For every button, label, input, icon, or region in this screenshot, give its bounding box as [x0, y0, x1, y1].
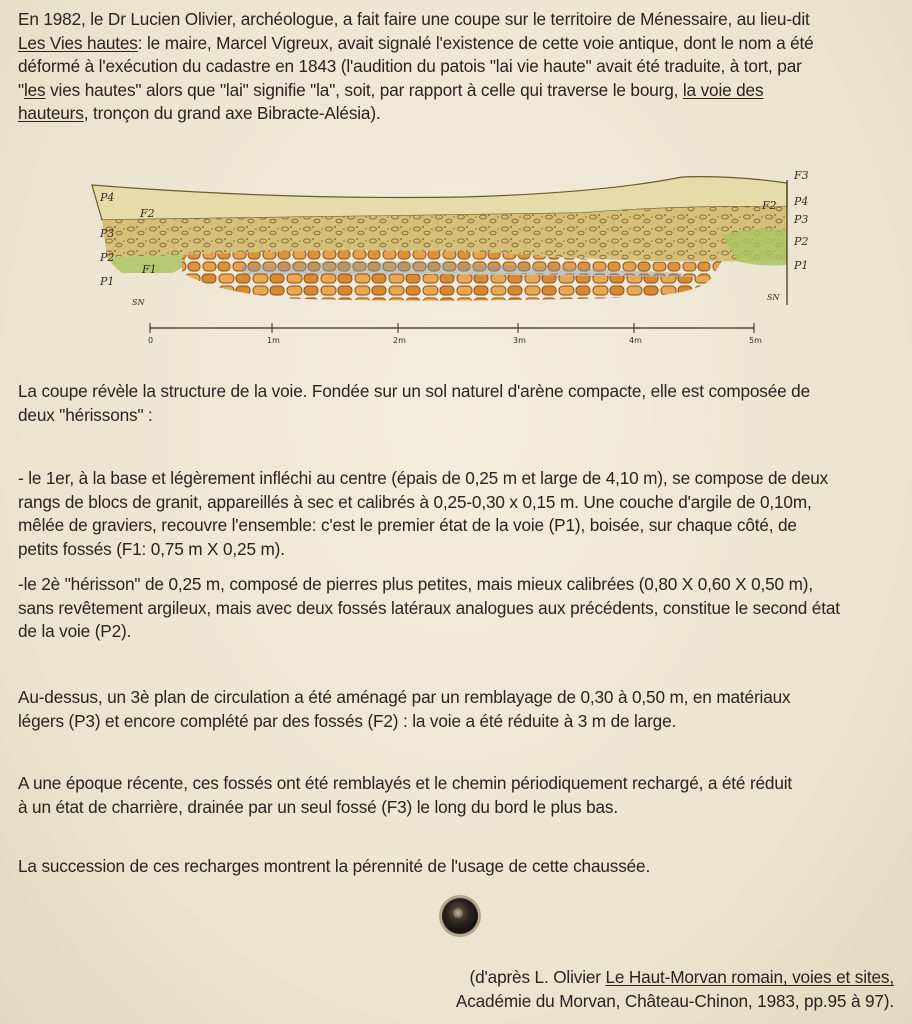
herisson1-line: rangs de blocs de granit, appareillés à sec et calibrés à 0,25-0,30 x 0,15 m. Une couche d'argile de 0,10m, [18, 491, 812, 512]
coupe-line: deux "hérissons" : [18, 404, 153, 425]
herisson2-line: sans revêtement argileux, mais avec deux fossés latéraux analogues aux précédents, constitue le second état [18, 597, 840, 618]
label-sn-right: SN [767, 293, 780, 302]
herisson-p1 [182, 273, 712, 301]
mounting-screw [442, 898, 478, 934]
herisson2-line: de la voie (P2). [18, 621, 132, 642]
les-word: les [23, 79, 46, 100]
label-p1-right: P1 [794, 259, 809, 272]
scale-label-4m: 4m [629, 336, 642, 345]
hauteurs-word: hauteurs [18, 103, 84, 124]
intro-line [18, 32, 896, 56]
label-p2-left: P2 [100, 251, 115, 264]
scale-label-2m: 2m [393, 336, 406, 345]
succession-paragraph [18, 855, 896, 879]
intro-line: déformé à l'exécution du cadastre en 1843 (l'audition du patois "lai vie haute" avait été traduite, à tort, par [18, 56, 802, 77]
intro-line-rest: vies hautes" alors que "lai" signifie "la", soit, par rapport à celle qui traverse le bourg, [45, 79, 683, 100]
citation-line: Académie du Morvan, Château-Chinon, 1983, pp.95 à 97). [455, 991, 894, 1011]
citation [456, 965, 894, 1013]
intro-line-rest: : le maire, Marcel Vigreux, avait signalé l'existence de cette voie antique, dont le nom a été [137, 32, 814, 53]
intro-paragraph [18, 8, 896, 126]
scale-label-3m: 3m [513, 336, 526, 345]
recent-line: à un état de charrière, drainée par un seul fossé (F3) le long du bord le plus bas. [18, 796, 618, 817]
herisson2-paragraph [18, 573, 896, 644]
dessus-line: Au-dessus, un 3è plan de circulation a été aménagé par un remblayage de 0,30 à 0,50 m, en matériaux [18, 687, 791, 707]
label-sn-left: SN [132, 298, 145, 307]
label-p4-right: P4 [794, 195, 809, 208]
intro-line-rest: , tronçon du grand axe Bibracte-Alésia). [83, 103, 381, 124]
recent-paragraph [18, 772, 896, 819]
lieu-dit-name: Les Vies hautes [18, 32, 138, 53]
herisson2-line: -le 2è "hérisson" de 0,25 m, composé de pierres plus petites, mais mieux calibrées (0,80 X 0,60 X 0,50 m), [18, 574, 813, 594]
citation-line [456, 965, 894, 989]
dessus-paragraph [18, 686, 896, 733]
intro-line [18, 102, 896, 126]
label-f1-left: F1 [142, 263, 157, 276]
herisson1-line: - le 1er, à la base et légèrement infléchi au centre (épais de 0,25 m et large de 4,10 m), se compose de deux [18, 468, 829, 488]
label-p2-right: P2 [794, 235, 809, 248]
road-cross-section-drawing [82, 165, 822, 350]
herisson1-paragraph [18, 467, 896, 561]
quote-mark: " [18, 79, 24, 100]
label-p4-left: P4 [100, 191, 115, 204]
label-f3-right: F3 [794, 169, 809, 182]
herisson1-line: mêlée de graviers, recouvre l'ensemble: c'est le premier état de la voie (P1), boisée, sur chaque côté, de [18, 515, 797, 536]
scale-label-1m: 1m [267, 336, 280, 345]
label-f2-right: F2 [762, 199, 777, 212]
citation-prefix: (d'après L. Olivier [469, 967, 606, 987]
succession-line: La succession de ces recharges montrent la pérennité de l'usage de cette chaussée. [18, 856, 651, 876]
citation-book-title: Le Haut-Morvan romain, voies et sites, [605, 967, 894, 987]
recent-line: A une époque récente, ces fossés ont été remblayés et le chemin périodiquement rechargé, a été réduit [18, 773, 793, 793]
scale-label-5m: 5m [749, 336, 762, 345]
intro-line [18, 79, 896, 103]
label-p3-right: P3 [794, 213, 809, 226]
voie-des-hauteurs: la voie des [682, 79, 764, 100]
dessus-line: légers (P3) et encore complété par des fossés (F2) : la voie a été réduite à 3 m de large. [18, 710, 677, 731]
coupe-line: La coupe révèle la structure de la voie. Fondée sur un sol naturel d'arène compacte, elle est composée de [18, 381, 811, 401]
herisson1-line: petits fossés (F1: 0,75 m X 0,25 m). [18, 538, 285, 559]
coupe-paragraph [18, 380, 896, 427]
intro-line: En 1982, le Dr Lucien Olivier, archéologue, a fait faire une coupe sur le territoire de Ménessaire, au lieu-dit [18, 9, 810, 29]
label-f2-left: F2 [140, 207, 155, 220]
label-p1-left: P1 [100, 275, 115, 288]
label-p3-left: P3 [100, 227, 115, 240]
scale-label-0: 0 [148, 336, 154, 345]
